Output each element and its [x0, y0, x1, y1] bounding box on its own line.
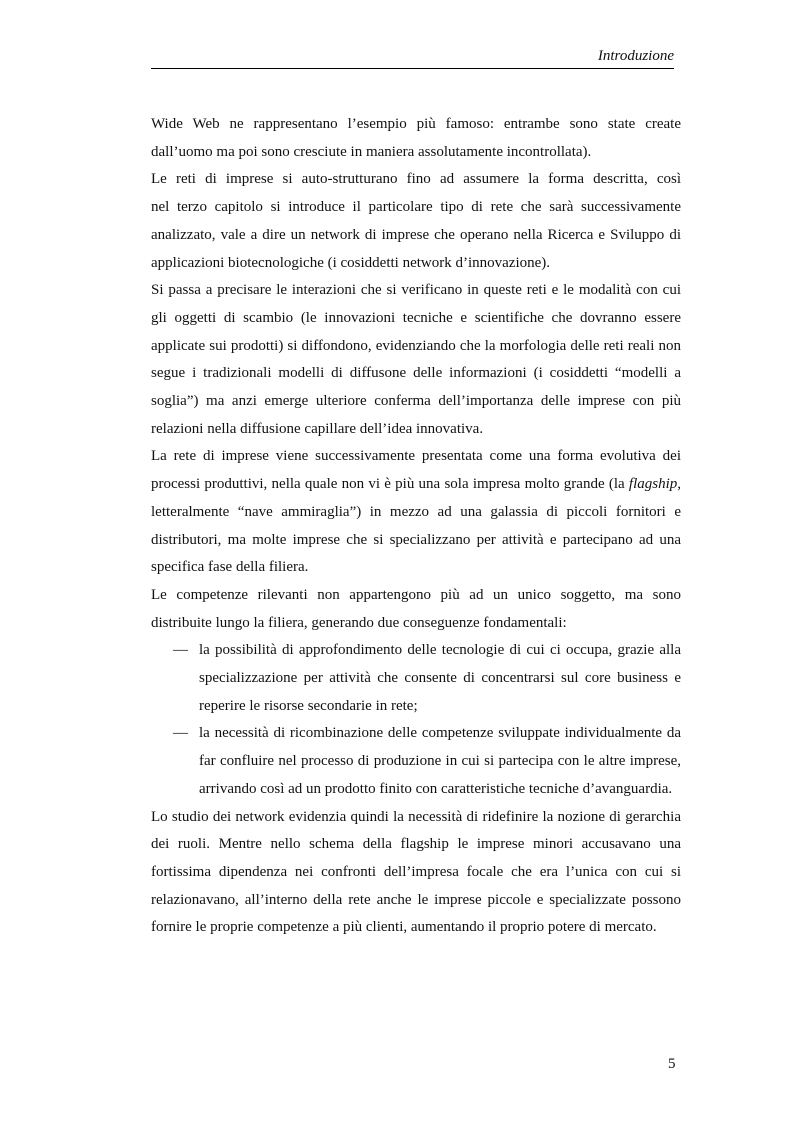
list-item-text: la necessità di ricombinazione delle competenze sviluppate individualmente da far confluire nel processo di produzione in cui si partecipa con le altre imprese, arrivando così ad un prodotto finito con caratteristiche tecniche d’avanguardia. [199, 725, 681, 797]
consequences-list [151, 637, 681, 803]
running-header [151, 46, 674, 69]
paragraph-2: nel terzo capitolo si introduce il particolare tipo di rete che sarà successivamente analizzato, vale a dire un network di imprese che operano nella Ricerca e Sviluppo di applicazioni biotecnologiche (i cosiddetti network d’innovazione). [151, 199, 681, 271]
paragraph-6: Lo studio dei network evidenzia quindi la necessità di ridefinire la nozione di gerarchia dei ruoli. Mentre nello schema della flagship le imprese minori accusavano una fortissima dipendenza nei confronti dell’impresa focale che era l’unica con cui si relazionavano, all’interno della rete anche le imprese piccole e specializzate possono fornire le proprie competenze a più clienti, aumentando il proprio potere di mercato. [151, 808, 681, 936]
dash-bullet: — [173, 725, 188, 742]
paragraph-2-line-1: Le reti di imprese si auto-strutturano fino ad assumere la forma descritta, così [151, 171, 681, 188]
dash-bullet: — [173, 642, 188, 659]
paragraph-1: Wide Web ne rappresentano l’esempio più famoso: entrambe sono state create dall’uomo ma poi sono cresciute in maniera assolutamente incontrollata). [151, 116, 681, 160]
paragraph-4 [151, 443, 681, 582]
flagship-term: flagship [628, 476, 678, 493]
paragraph-3: Si passa a precisare le interazioni che si verificano in queste reti e le modalità con cui gli oggetti di scambio (le innovazioni tecniche e scientifiche che dovranno essere applicate sui prodotti) si diffondono, evidenziando che la morfologia delle reti reali non segue i tradizionali modelli di diffusone delle informazioni (i cosiddetti “modelli a soglia”) ma anzi emerge ulteriore conferma dell’importanza delle imprese con più relazioni nella diffusione capillare dell’idea innovativa. [151, 282, 681, 437]
paragraph-4-text-a: La rete di imprese viene successivamente presentata come una forma evolutiva dei processi produttivi, nella quale non vi è più una sola impresa molto grande (la [151, 448, 681, 493]
list-item [151, 720, 681, 803]
body-text [151, 111, 681, 942]
list-item [151, 637, 681, 720]
header-title: Introduzione [597, 48, 674, 64]
paragraph-4-text-b: , letteralmente “nave ammiraglia”) in mezzo ad una galassia di piccoli fornitori e distributori, ma molte imprese che si specializzano per attività e partecipano ad una specifica fase della filiera. [151, 476, 681, 576]
page-number: 5 [668, 1056, 676, 1072]
paragraph-5: Le competenze rilevanti non appartengono più ad un unico soggetto, ma sono distribuite lungo la filiera, generando due conseguenze fondamentali: [151, 586, 681, 631]
list-item-text: la possibilità di approfondimento delle tecnologie di cui ci occupa, grazie alla specializzazione per attività che consente di concentrarsi sul core business e reperire le risorse secondarie in rete; [199, 642, 681, 714]
